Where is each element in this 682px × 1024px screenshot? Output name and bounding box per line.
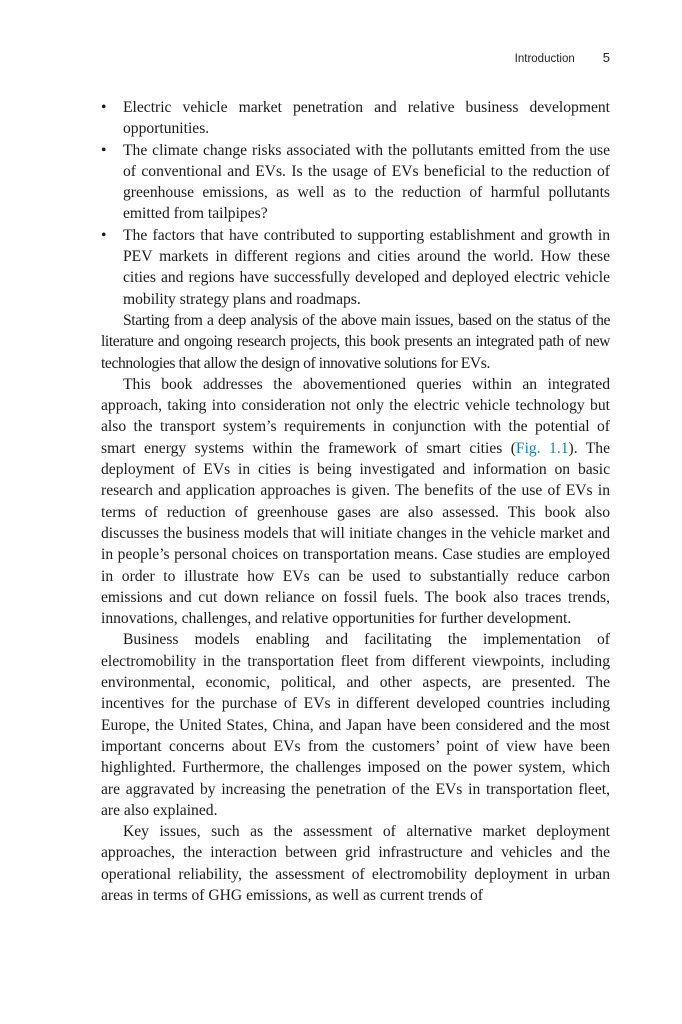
paragraph-business-models: Business models enabling and facilitating the implementation of electromobility in the transportation fleet from different viewpoints, including environmental, economic, political, and other aspects, are presented. The incentives for the purchase of EVs in different developed countries including Europe, the United States, China, and Japan have been considered and the most important concerns about EVs from the customers’ point of view have been highlighted. Furthermore, the challenges imposed on the power system, which are aggravated by increasing the penetration of the EVs in transportation fleet, are also explained. (101, 631, 610, 819)
bullet-icon: • (101, 226, 107, 244)
list-item-text: The climate change risks associated with the pollutants emitted from the use of conventional and EVs. Is the usage of EVs beneficial to the reduction of greenhouse emissions, as well as to the reduction of harmful pollutants emitted from tailpipes? (123, 141, 610, 223)
body-text (101, 97, 610, 906)
list-item-text: Electric vehicle market penetration and relative business development opportunities. (123, 99, 610, 138)
page-number: 5 (602, 50, 610, 65)
paragraph-key-issues: Key issues, such as the assessment of alternative market deployment approaches, the interaction between grid infrastructure and vehicles and the operational reliability, the assessment of electromobility deployment in urban areas in terms of GHG emissions, as well as current trends of (101, 823, 610, 904)
figure-reference-link[interactable]: Fig. 1.1 (515, 439, 569, 457)
list-item (101, 140, 610, 225)
running-header-section: Introduction (514, 53, 575, 65)
paragraph-approach-text-end: ). The deployment of EVs in cities is being investigated and information on basic research and application approaches is given. The benefits of the use of EVs in terms of reduction of greenhouse gases are also assessed. This book also discusses the business models that will initiate changes in the vehicle market and in people’s personal choices on transportation means. Case studies are employed in order to illustrate how EVs can be used to substantially reduce carbon emissions and cut down reliance on fossil fuels. The book also traces trends, innovations, challenges, and relative opportunities for further development. (101, 439, 610, 628)
paragraph-approach-text-start: This book addresses the abovementioned queries within an integrated approach, taking into consideration not only the electric vehicle technology but also the transport system’s requirements in conjunction with the potential of smart energy systems within the framework of smart cities ( (101, 375, 610, 457)
running-header (515, 50, 610, 65)
bullet-list (101, 97, 610, 310)
list-item-text: The factors that have contributed to supporting establishment and growth in PEV markets in different regions and cities around the world. How these cities and regions have successfully developed and deployed electric vehicle mobility strategy plans and roadmaps. (123, 226, 610, 308)
list-item (101, 97, 610, 140)
paragraph-intro: Starting from a deep analysis of the above main issues, based on the status of the literature and ongoing research projects, this book presents an integrated path of new technologies that allow the design of innovative solutions for EVs. (101, 311, 610, 372)
bullet-icon: • (101, 141, 107, 159)
list-item (101, 225, 610, 310)
paragraph-approach (101, 374, 610, 630)
bullet-icon: • (101, 99, 107, 116)
